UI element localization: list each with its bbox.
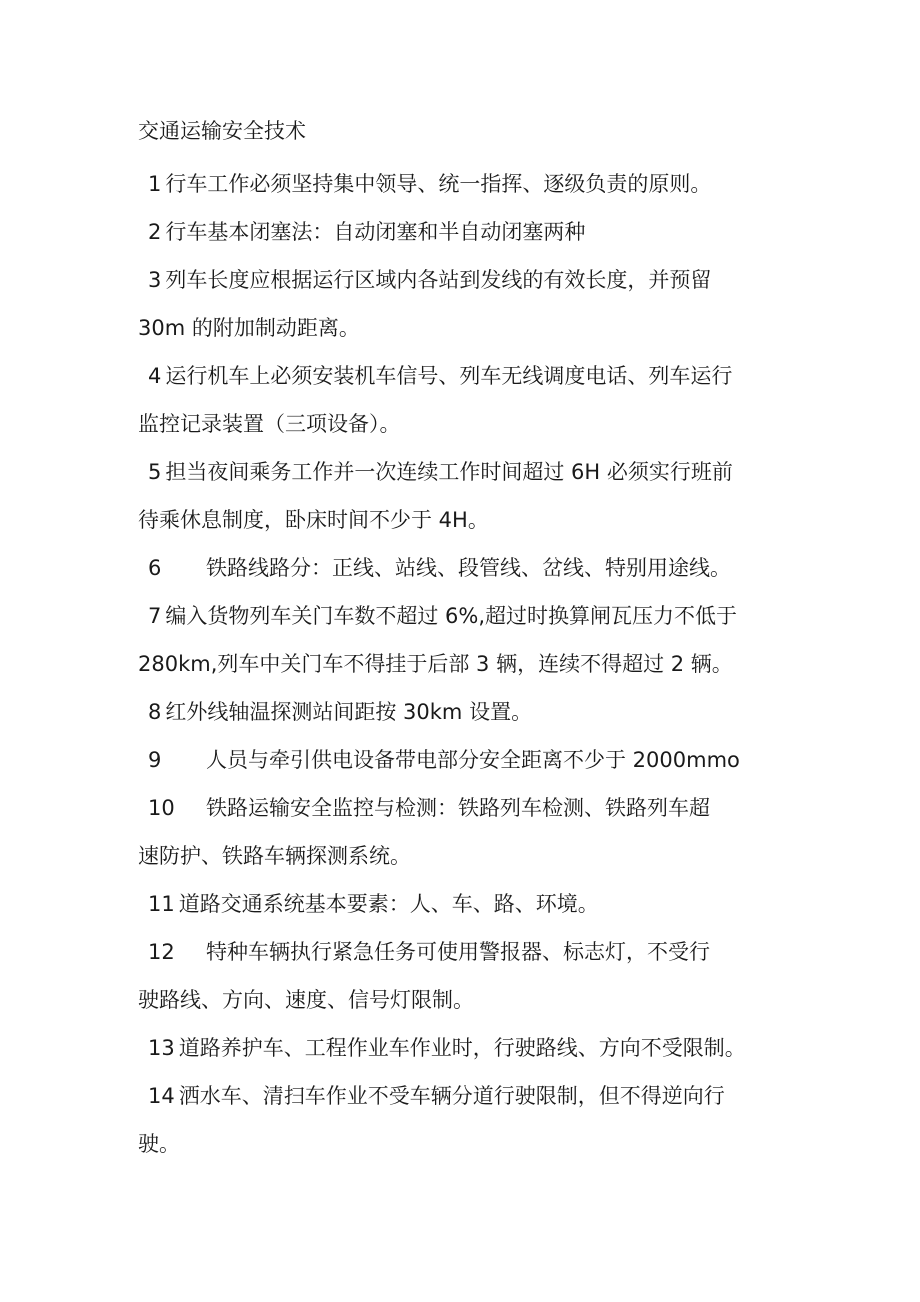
item-number: 8: [148, 700, 162, 724]
list-item-3: [138, 256, 798, 352]
list-item-8: [138, 688, 798, 736]
list-item-14: [138, 1072, 798, 1168]
document-title: 交通运输安全技术: [138, 119, 306, 143]
item-text-continued: 280km,列车中关门车不得挂于后部 3 辆，连续不得超过 2 辆。: [138, 652, 733, 676]
item-number: 13: [148, 1036, 175, 1060]
item-number: 3: [148, 268, 162, 292]
item-text: 运行机车上必须安装机车信号、列车无线调度电话、列车运行: [165, 364, 733, 388]
item-text-continued: 待乘休息制度，卧床时间不少于 4H。: [138, 508, 489, 532]
item-text: 担当夜间乘务工作并一次连续工作时间超过 6H 必须实行班前: [165, 460, 733, 484]
item-text-continued: 驶路线、方向、速度、信号灯限制。: [138, 988, 474, 1012]
list-item-7: [138, 592, 798, 688]
list-item-1: [138, 160, 798, 208]
item-text: 红外线轴温探测站间距按 30km 设置。: [165, 700, 533, 724]
item-text: 道路交通系统基本要素：人、车、路、环境。: [178, 892, 599, 916]
list-item-4: [138, 352, 798, 448]
list-item-2: [138, 208, 798, 256]
item-text: 编入货物列车关门车数不超过 6%,超过时换算闸瓦压力不低于: [165, 604, 738, 628]
item-text: 洒水车、清扫车作业不受车辆分道行驶限制，但不得逆向行: [178, 1084, 725, 1108]
item-number: 5: [148, 460, 162, 484]
list-item-5: [138, 448, 798, 544]
item-text-continued: 监控记录装置（三项设备）。: [138, 412, 401, 436]
item-number: 10: [148, 796, 175, 820]
item-text: 特种车辆执行紧急任务可使用警报器、标志灯，不受行: [206, 940, 710, 964]
item-number: 7: [148, 604, 162, 628]
item-number: 2: [148, 220, 162, 244]
item-text-continued: 30m 的附加制动距离。: [138, 316, 360, 340]
list-item-6: [138, 544, 798, 592]
item-number: 11: [148, 892, 175, 916]
item-text: 行车基本闭塞法：自动闭塞和半自动闭塞两种: [165, 220, 586, 244]
item-text: 铁路线路分：正线、站线、段管线、岔线、特别用途线。: [206, 556, 731, 580]
item-number: 4: [148, 364, 162, 388]
item-number: 1: [148, 172, 162, 196]
item-text: 行车工作必须坚持集中领导、统一指挥、逐级负责的原则。: [165, 172, 712, 196]
list-item-13: [138, 1024, 798, 1072]
item-text: 列车长度应根据运行区域内各站到发线的有效长度，并预留: [165, 268, 712, 292]
item-number: 14: [148, 1084, 175, 1108]
list-item-9: [138, 736, 798, 784]
item-text-continued: 速防护、铁路车辆探测系统。: [138, 844, 411, 868]
list-item-12: [138, 928, 798, 1024]
item-text-continued: 驶。: [138, 1132, 180, 1156]
item-text: 道路养护车、工程作业车作业时，行驶路线、方向不受限制。: [178, 1036, 746, 1060]
item-text: 人员与牵引供电设备带电部分安全距离不少于 2000mmo: [206, 748, 740, 772]
item-number: 12: [148, 940, 175, 964]
document-body: [138, 112, 798, 1168]
item-text: 铁路运输安全监控与检测：铁路列车检测、铁路列车超: [206, 796, 710, 820]
list-item-11: [138, 880, 798, 928]
item-number: 9: [148, 748, 162, 772]
item-number: 6: [148, 556, 162, 580]
list-item-10: [138, 784, 798, 880]
